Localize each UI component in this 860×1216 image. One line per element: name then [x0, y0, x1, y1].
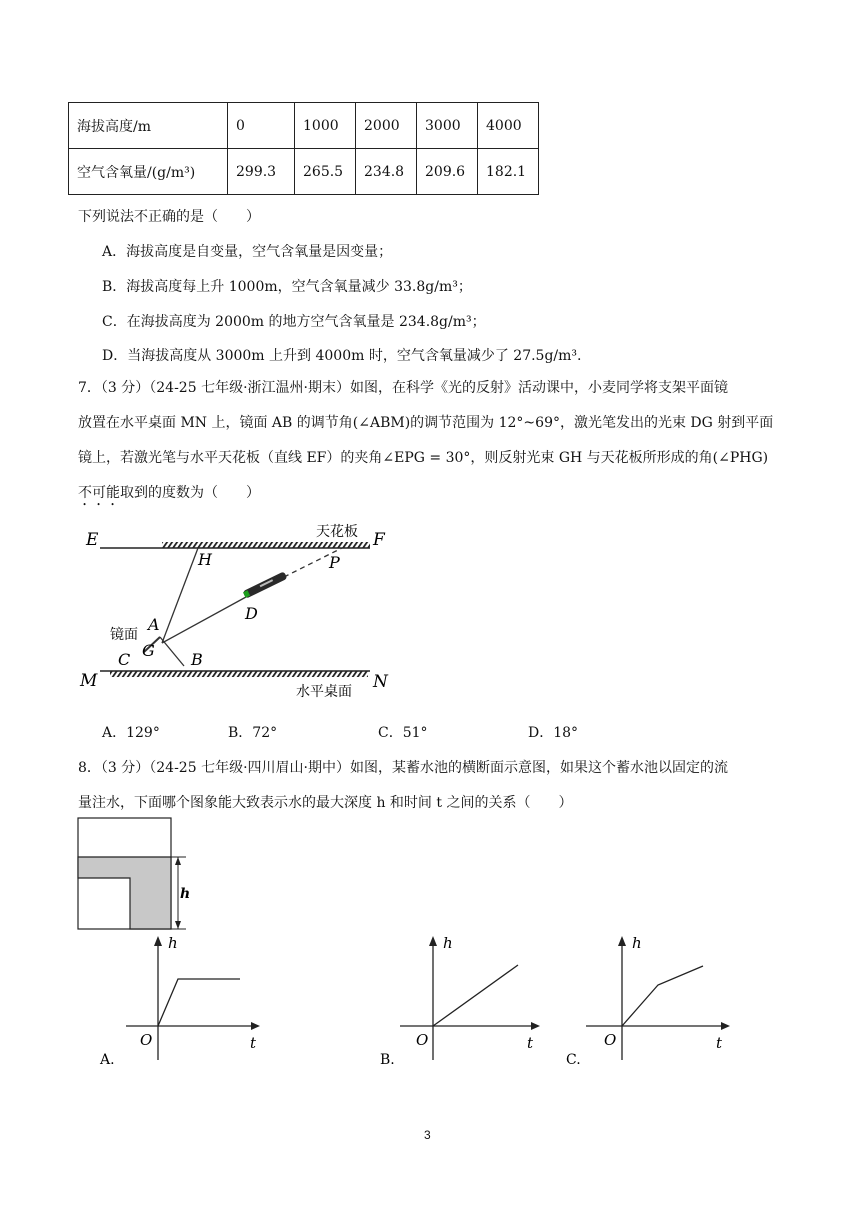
label-table: 水平桌面	[296, 684, 352, 700]
label-f: F	[373, 530, 385, 550]
q6-option-a: A．海拔高度是自变量，空气含氧量是因变量；	[102, 244, 393, 260]
label-m: M	[80, 671, 98, 691]
axis-t-label: t	[716, 1034, 723, 1052]
origin-label: O	[416, 1031, 429, 1049]
table-cell: 海拔高度/m	[69, 103, 228, 149]
label-h: H	[198, 550, 212, 569]
table-cell: 182.1	[478, 149, 539, 195]
q7-line-4	[78, 482, 260, 509]
q7-option-d: D．18°	[528, 725, 579, 741]
table-cell: 2000	[356, 103, 417, 149]
table-cell: 209.6	[417, 149, 478, 195]
q7-line-2: 放置在水平桌面 MN 上，镜面 AB 的调节角(∠ABM)的调节范围为 12°~69°，激光笔发出的光束 DG 射到平面	[78, 415, 774, 431]
label-p: P	[329, 553, 340, 572]
origin-label: O	[604, 1031, 617, 1049]
page-number: 3	[424, 1128, 431, 1142]
table-cell: 4000	[478, 103, 539, 149]
axis-h-label: h	[168, 934, 178, 952]
table-cell: 1000	[295, 103, 356, 149]
q7-option-b: B．72°	[228, 725, 278, 741]
emphasis-text: 不可能	[78, 485, 120, 501]
graph-a	[90, 928, 270, 1068]
depth-label-h: h	[180, 886, 191, 902]
axis-t-label: t	[250, 1034, 257, 1052]
q8-line-1: 8．（3 分）（24-25 七年级·四川眉山·期中）如图，某蓄水池的横断面示意图，如果这个蓄水池以固定的流	[78, 760, 728, 776]
table-cell: 0	[228, 103, 295, 149]
altitude-oxygen-table	[68, 102, 539, 195]
q6-stem: 下列说法不正确的是（ ）	[78, 209, 260, 225]
label-mirror: 镜面	[110, 627, 138, 643]
axis-h-label: h	[443, 934, 453, 952]
table-cell: 234.8	[356, 149, 417, 195]
table-row	[69, 103, 539, 149]
table-row	[69, 149, 539, 195]
label-ceiling: 天花板	[316, 524, 358, 540]
label-e: E	[86, 530, 99, 550]
q7-option-c: C．51°	[378, 725, 428, 741]
q7-option-a: A．129°	[102, 725, 160, 741]
graph-c	[556, 928, 746, 1068]
table-cell: 3000	[417, 103, 478, 149]
graph-c-option: C.	[566, 1052, 581, 1068]
q7-line-4-rest: 取到的度数为（ ）	[120, 485, 260, 501]
graph-a-option: A.	[100, 1052, 115, 1068]
origin-label: O	[140, 1031, 153, 1049]
q7-line-1: 7．（3 分）（24-25 七年级·浙江温州·期末）如图，在科学《光的反射》活动课中，小麦同学将支架平面镜	[78, 380, 728, 396]
graph-b	[370, 928, 550, 1068]
q6-option-d: D．当海拔高度从 3000m 上升到 4000m 时，空气含氧量减少了 27.5g/m³.	[102, 348, 582, 364]
label-b: B	[191, 650, 203, 669]
q6-option-b: B．海拔高度每上升 1000m，空气含氧量减少 33.8g/m³；	[102, 279, 472, 295]
axis-h-label: h	[632, 934, 642, 952]
q7-line-3: 镜上，若激光笔与水平天花板（直线 EF）的夹角∠EPG = 30°，则反射光束 GH 与天花板所形成的角(∠PHG)	[78, 450, 769, 466]
axis-t-label: t	[527, 1034, 534, 1052]
q6-option-c: C．在海拔高度为 2000m 的地方空气含氧量是 234.8g/m³；	[102, 314, 486, 330]
table-cell: 265.5	[295, 149, 356, 195]
q8-line-2: 量注水，下面哪个图象能大致表示水的最大深度 h 和时间 t 之间的关系（ ）	[78, 795, 573, 811]
label-n: N	[373, 672, 388, 692]
label-c: C	[118, 650, 131, 669]
label-a: A	[148, 615, 160, 634]
graph-b-option: B.	[380, 1052, 395, 1068]
label-g: G	[142, 641, 155, 660]
label-d: D	[245, 604, 258, 623]
table-cell: 空气含氧量/(g/m³)	[69, 149, 228, 195]
mirror-reflection-figure	[70, 515, 410, 705]
table-cell: 299.3	[228, 149, 295, 195]
pool-cross-section	[70, 812, 200, 937]
